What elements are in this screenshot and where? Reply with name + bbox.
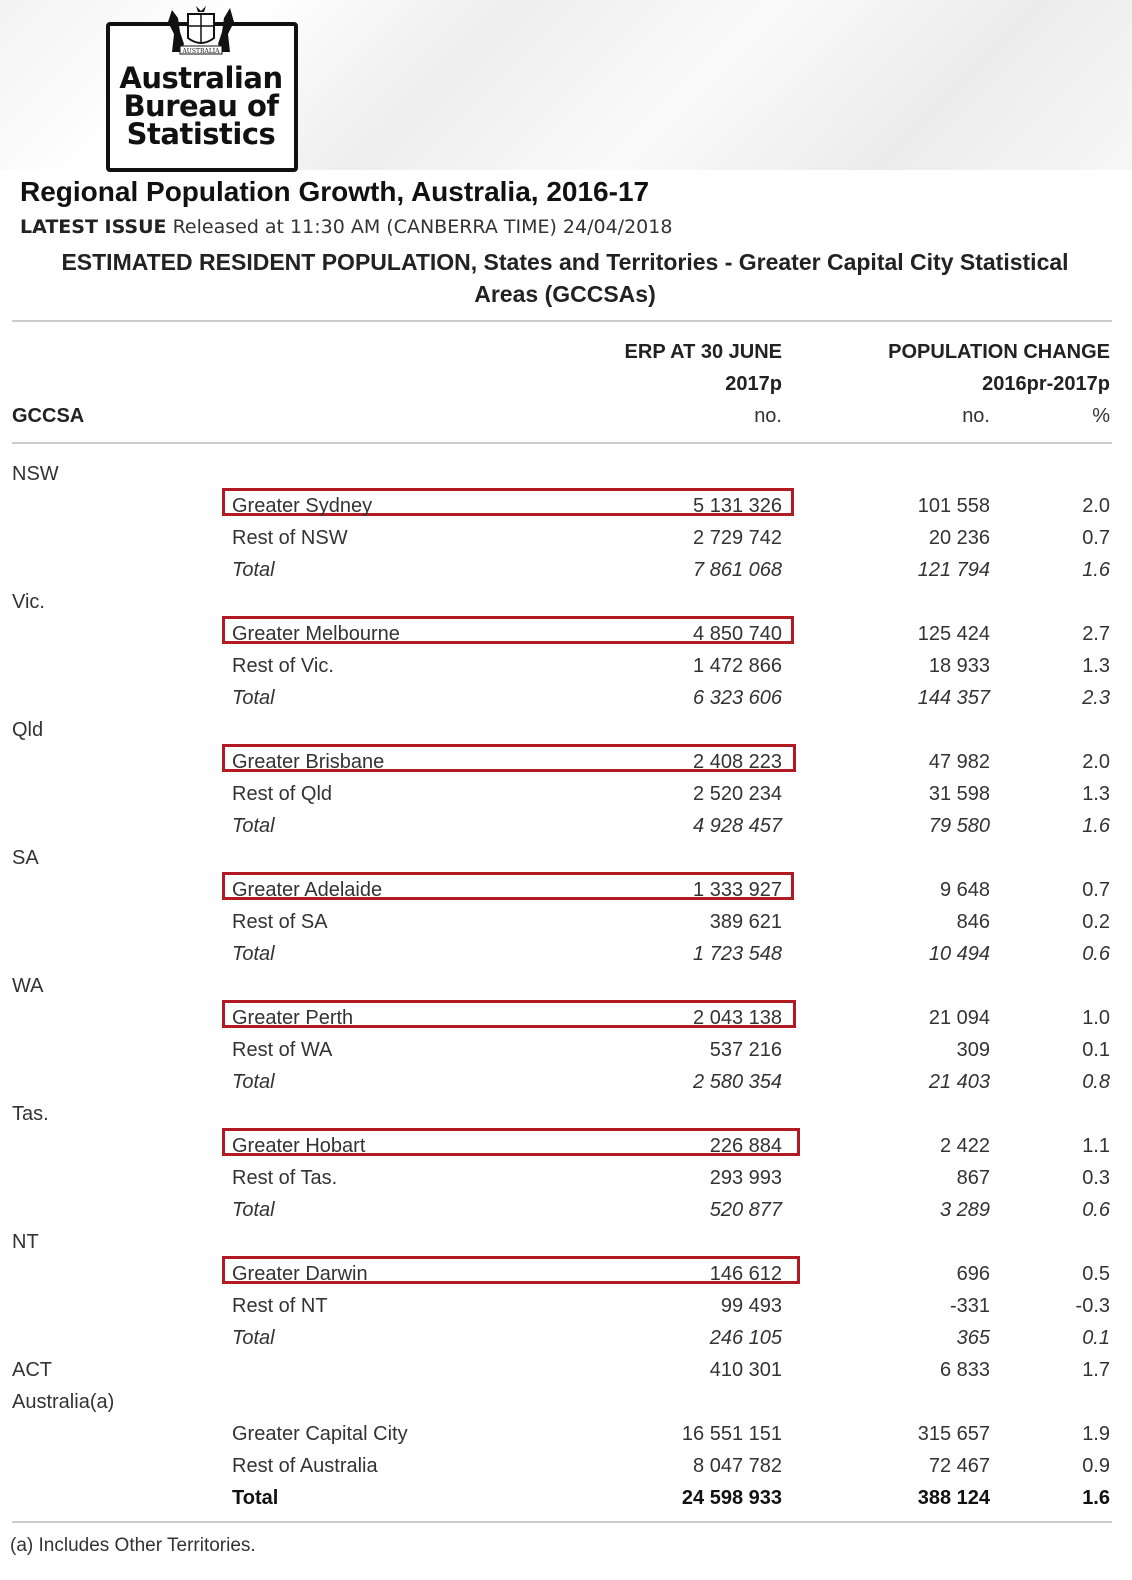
change-value: 21 094: [928, 1007, 990, 1029]
table-row-label: Greater Brisbane: [232, 751, 385, 773]
state-label: Vic.: [12, 591, 45, 613]
percent-value: 0.2: [1082, 911, 1110, 933]
erp-value: 2 043 138: [693, 1007, 782, 1029]
percent-value: 1.6: [1082, 1487, 1110, 1509]
gccsa-header: GCCSA: [12, 405, 85, 427]
percent-value: 2.0: [1082, 495, 1110, 517]
change-value: 2 422: [939, 1135, 990, 1157]
change-value: 18 933: [928, 655, 990, 677]
percent-value: 1.3: [1082, 783, 1110, 805]
erp-value: 1 333 927: [693, 879, 782, 901]
percent-value: 2.7: [1082, 623, 1110, 645]
table-row-label: Greater Capital City: [232, 1423, 408, 1445]
divider: [12, 442, 1112, 444]
state-label: ACT: [12, 1359, 52, 1381]
total-row-label: Total: [232, 687, 275, 709]
table-row-label: Greater Darwin: [232, 1263, 368, 1285]
percent-value: 0.6: [1082, 1199, 1110, 1221]
erp-header: ERP AT 30 JUNE: [624, 341, 782, 363]
erp-value: 24 598 933: [681, 1487, 782, 1509]
percent-value: 0.3: [1082, 1167, 1110, 1189]
change-value: 365: [956, 1327, 990, 1349]
erp-value: 5 131 326: [693, 495, 782, 517]
state-label: NT: [12, 1231, 39, 1253]
erp-value: 410 301: [709, 1359, 782, 1381]
percent-value: 0.6: [1082, 943, 1110, 965]
state-label: Tas.: [12, 1103, 49, 1125]
logo-line: Australian: [119, 61, 283, 95]
state-label: WA: [12, 975, 44, 997]
change-value: 144 357: [917, 687, 990, 709]
change-value: 3 289: [939, 1199, 990, 1221]
erp-value: 2 729 742: [693, 527, 782, 549]
table-row-label: Greater Hobart: [232, 1135, 366, 1157]
percent-value: 1.7: [1082, 1359, 1110, 1381]
state-label: Qld: [12, 719, 44, 741]
change-value: 696: [956, 1263, 990, 1285]
state-label: SA: [12, 847, 39, 869]
percent-value: 1.1: [1082, 1135, 1110, 1157]
change-value: 10 494: [928, 943, 990, 965]
table-row-label: Rest of Australia: [232, 1455, 378, 1477]
change-value: 309: [956, 1039, 990, 1061]
erp-value: 389 621: [709, 911, 782, 933]
release-text: Released at 11:30 AM (CANBERRA TIME) 24/04/2018: [172, 216, 673, 238]
erp-value: 146 612: [709, 1263, 782, 1285]
total-row-label: Total: [232, 1487, 279, 1509]
divider: [12, 320, 1112, 322]
change-value: 79 580: [928, 815, 990, 837]
total-row-label: Total: [232, 1071, 275, 1093]
table-row-label: Rest of WA: [232, 1039, 333, 1061]
state-label: NSW: [12, 463, 59, 485]
erp-value: 1 723 548: [693, 943, 782, 965]
total-row-label: Total: [232, 559, 275, 581]
total-row-label: Total: [232, 1327, 275, 1349]
erp-value: 537 216: [709, 1039, 782, 1061]
change-value: 867: [956, 1167, 990, 1189]
table-row-label: Greater Sydney: [232, 495, 373, 517]
percent-value: 1.0: [1082, 1007, 1110, 1029]
coat-of-arms-icon: [158, 4, 244, 56]
percent-value: 0.8: [1082, 1071, 1110, 1093]
table-row-label: Greater Melbourne: [232, 623, 400, 645]
change-value: 121 794: [917, 559, 990, 581]
release-info: [20, 216, 672, 238]
percent-value: 1.9: [1082, 1423, 1110, 1445]
change-value: -331: [949, 1295, 990, 1317]
change-value: 31 598: [928, 783, 990, 805]
change-header: POPULATION CHANGE: [888, 341, 1110, 363]
percent-value: 1.6: [1082, 559, 1110, 581]
table-title-line: Areas (GCCSAs): [474, 281, 656, 307]
latest-issue-label: LATEST ISSUE: [20, 216, 167, 238]
percent-value: 0.9: [1082, 1455, 1110, 1477]
page-title: Regional Population Growth, Australia, 2016-17: [20, 176, 650, 207]
change-value: 21 403: [928, 1071, 990, 1093]
erp-value: 2 580 354: [693, 1071, 782, 1093]
erp-value: 99 493: [720, 1295, 782, 1317]
erp-value: 520 877: [709, 1199, 782, 1221]
percent-value: 0.7: [1082, 527, 1110, 549]
change-value: 388 124: [917, 1487, 990, 1509]
table-row-label: Rest of SA: [232, 911, 328, 933]
change-value: 846: [956, 911, 990, 933]
erp-value: 2 520 234: [693, 783, 782, 805]
erp-value: 1 472 866: [693, 655, 782, 677]
percent-value: 0.1: [1082, 1039, 1110, 1061]
logo-line: Statistics: [126, 117, 276, 151]
table-row-label: Rest of NSW: [232, 527, 348, 549]
unit-header: %: [1092, 405, 1110, 427]
total-row-label: Total: [232, 943, 275, 965]
logo-line: Bureau of: [123, 89, 279, 123]
state-label: Australia(a): [12, 1391, 115, 1413]
erp-value: 4 928 457: [693, 815, 782, 837]
erp-value: 226 884: [709, 1135, 782, 1157]
erp-value: 293 993: [709, 1167, 782, 1189]
unit-header: no.: [754, 405, 782, 427]
footnote: (a) Includes Other Territories.: [10, 1535, 256, 1556]
percent-value: 1.6: [1082, 815, 1110, 837]
table-title: [10, 246, 1120, 310]
change-value: 72 467: [928, 1455, 990, 1477]
total-row-label: Total: [232, 1199, 275, 1221]
table-row-label: Greater Perth: [232, 1007, 354, 1029]
percent-value: 0.7: [1082, 879, 1110, 901]
table-row-label: Rest of Qld: [232, 783, 333, 805]
change-value: 9 648: [939, 879, 990, 901]
unit-header: no.: [962, 405, 990, 427]
logo-text: [116, 61, 286, 151]
change-value: 125 424: [917, 623, 990, 645]
divider: [12, 1521, 1112, 1523]
table-row-label: Greater Adelaide: [232, 879, 383, 901]
table-title-line: ESTIMATED RESIDENT POPULATION, States and Territories - Greater Capital City Statistical: [61, 249, 1069, 275]
change-value: 315 657: [917, 1423, 990, 1445]
change-value: 47 982: [928, 751, 990, 773]
percent-value: -0.3: [1075, 1295, 1110, 1317]
percent-value: 2.0: [1082, 751, 1110, 773]
erp-value: 2 408 223: [693, 751, 782, 773]
percent-value: 2.3: [1082, 687, 1110, 709]
change-value: 6 833: [939, 1359, 990, 1381]
table-row-label: Rest of NT: [232, 1295, 328, 1317]
table-row-label: Rest of Vic.: [232, 655, 334, 677]
erp-value: 246 105: [709, 1327, 782, 1349]
change-value: 101 558: [917, 495, 990, 517]
percent-value: 0.5: [1082, 1263, 1110, 1285]
total-row-label: Total: [232, 815, 275, 837]
change-value: 20 236: [928, 527, 990, 549]
percent-value: 1.3: [1082, 655, 1110, 677]
table-row-label: Rest of Tas.: [232, 1167, 338, 1189]
erp-value: 7 861 068: [693, 559, 782, 581]
change-year-header: 2016pr-2017p: [982, 373, 1110, 395]
erp-value: 6 323 606: [693, 687, 782, 709]
erp-value: 4 850 740: [693, 623, 782, 645]
percent-value: 0.1: [1082, 1327, 1110, 1349]
erp-value: 16 551 151: [681, 1423, 782, 1445]
erp-value: 8 047 782: [693, 1455, 782, 1477]
erp-year-header: 2017p: [725, 373, 782, 395]
crest-label: AUSTRALIA: [182, 48, 220, 55]
